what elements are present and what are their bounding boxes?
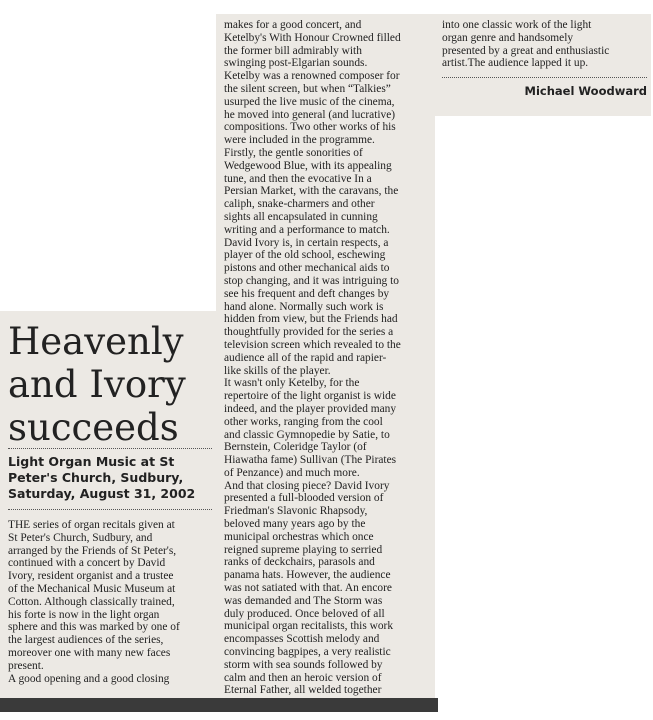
body-line: municipal organ recitalists, this work (224, 620, 394, 633)
body-line: swinging post-Elgarian sounds. (224, 57, 368, 70)
body-line: his forte is now in the light organ (8, 608, 160, 621)
headline-line: and Ivory (8, 363, 186, 406)
body-line: writing and a performance to match. (224, 223, 390, 236)
body-line: reigned supreme playing to serried (224, 543, 383, 556)
article-byline: Michael Woodward (524, 84, 647, 98)
body-line: municipal orchestras which once (224, 530, 374, 543)
body-line: Ketelby's With Honour Crowned filled (224, 31, 401, 44)
body-line: repertoire of the light organist is wide (224, 390, 396, 403)
body-line: Cotton. Although classically trained, (8, 595, 175, 608)
body-line: arranged by the Friends of St Peter's, (8, 544, 177, 557)
body-line: stop changing, and it was intriguing to (224, 274, 399, 287)
body-line: continued with a concert by David (8, 557, 166, 570)
body-line: St Peter's Church, Sudbury, and (8, 531, 153, 544)
article-column-right (442, 19, 647, 70)
body-line: he moved into general (and lucrative) (224, 108, 396, 121)
body-line: It wasn't only Ketelby, for the (224, 377, 360, 390)
body-line: hidden from view, but the Friends had (224, 313, 398, 326)
body-line: other works, ranging from the cool (224, 415, 383, 428)
body-line: A good opening and a good closing (8, 672, 170, 685)
body-line: THE series of organ recitals given at (8, 519, 175, 531)
body-line: presented a full-blooded version of (224, 492, 384, 505)
body-line: television screen which revealed to the (224, 338, 401, 351)
body-line: compositions. Two other works of his (224, 121, 396, 134)
body-line: moreover one with many new faces (8, 646, 171, 659)
body-line: Friedman's Slavonic Rhapsody, (224, 505, 368, 518)
scan-edge-strip (0, 698, 438, 712)
body-line: the silent screen, but when “Talkies” (224, 82, 391, 95)
body-line: duly produced. Once beloved of all (224, 607, 385, 620)
body-line: encompasses Scottish melody and (224, 633, 380, 646)
article-headline (8, 320, 212, 449)
body-line: Wedgewood Blue, with its appealing (224, 159, 392, 172)
byline-divider (442, 77, 647, 79)
body-line: Firstly, the gentle sonorities of (224, 146, 363, 159)
subhead-line: Peter's Church, Sudbury, (8, 470, 184, 485)
headline-line: succeeds (8, 406, 179, 449)
body-line: storm with sea sounds followed by (224, 658, 383, 671)
body-line: present. (8, 659, 44, 672)
headline-line: Heavenly (8, 320, 184, 363)
subhead-line: Saturday, August 31, 2002 (8, 486, 196, 501)
body-line: Ketelby was a renowned composer for (224, 70, 400, 83)
article-column-middle (224, 19, 430, 697)
body-line: calm and then an heroic version of (224, 671, 382, 684)
body-line: artist.The audience lapped it up. (442, 57, 589, 70)
body-line: hand alone. Normally such work is (224, 300, 384, 313)
body-line: beloved many years ago by the (224, 518, 366, 531)
body-line: like skills of the player. (224, 364, 331, 377)
body-line: usurped the live music of the cinema, (224, 95, 395, 108)
body-line: see his frequent and deft changes by (224, 287, 390, 300)
body-line: ranks of deckchairs, parasols and (224, 556, 375, 569)
body-line: thoughtfully provided for the series a (224, 326, 394, 339)
subhead-divider (8, 509, 212, 511)
body-line: sphere and this was marked by one of (8, 621, 180, 634)
body-line: Hiawatha fame) Sullivan (The Pirates (224, 454, 397, 467)
body-line: makes for a good concert, and (224, 19, 362, 31)
subhead-line: Light Organ Music at St (8, 454, 175, 469)
body-line: of the Mechanical Music Museum at (8, 582, 176, 595)
body-line: into one classic work of the light (442, 19, 592, 31)
body-line: Persian Market, with the caravans, the (224, 185, 399, 198)
body-line: sights all encapsulated in cunning (224, 210, 378, 223)
body-line: indeed, and the player provided many (224, 402, 397, 415)
body-line: and classic Gymnopedie by Satie, to (224, 428, 390, 441)
body-line: David Ivory is, in certain respects, a (224, 236, 389, 249)
body-line: caliph, snake-charmers and other (224, 198, 375, 211)
body-line: of Penzance) and much more. (224, 466, 360, 479)
body-line: organ genre and handsomely (442, 31, 574, 44)
body-line: player of the old school, eschewing (224, 249, 386, 262)
body-line: pistons and other mechanical aids to (224, 262, 390, 275)
body-line: the largest audiences of the series, (8, 634, 164, 647)
body-line: Ivory, resident organist and a trustee (8, 570, 174, 583)
body-line: Eternal Father, all welded together (224, 684, 382, 697)
body-line: presented by a great and enthusiastic (442, 44, 610, 57)
body-line: convincing bagpipes, a very realistic (224, 646, 391, 659)
body-line: audience all of the rapid and rapier- (224, 351, 387, 364)
body-line: was not satiated with that. An encore (224, 582, 392, 595)
body-line: tune, and then the evocative In a (224, 172, 372, 185)
body-line: Bernstein, Coleridge Taylor (of (224, 441, 367, 454)
body-line: were included in the programme. (224, 134, 375, 147)
body-line: the former bill admirably with (224, 44, 362, 57)
body-line: was demanded and The Storm was (224, 594, 383, 607)
headline-divider (8, 448, 212, 450)
body-line: panama hats. However, the audience (224, 569, 391, 582)
body-line: And that closing piece? David Ivory (224, 479, 390, 492)
article-subhead (8, 454, 212, 502)
article-column-left (8, 519, 212, 685)
